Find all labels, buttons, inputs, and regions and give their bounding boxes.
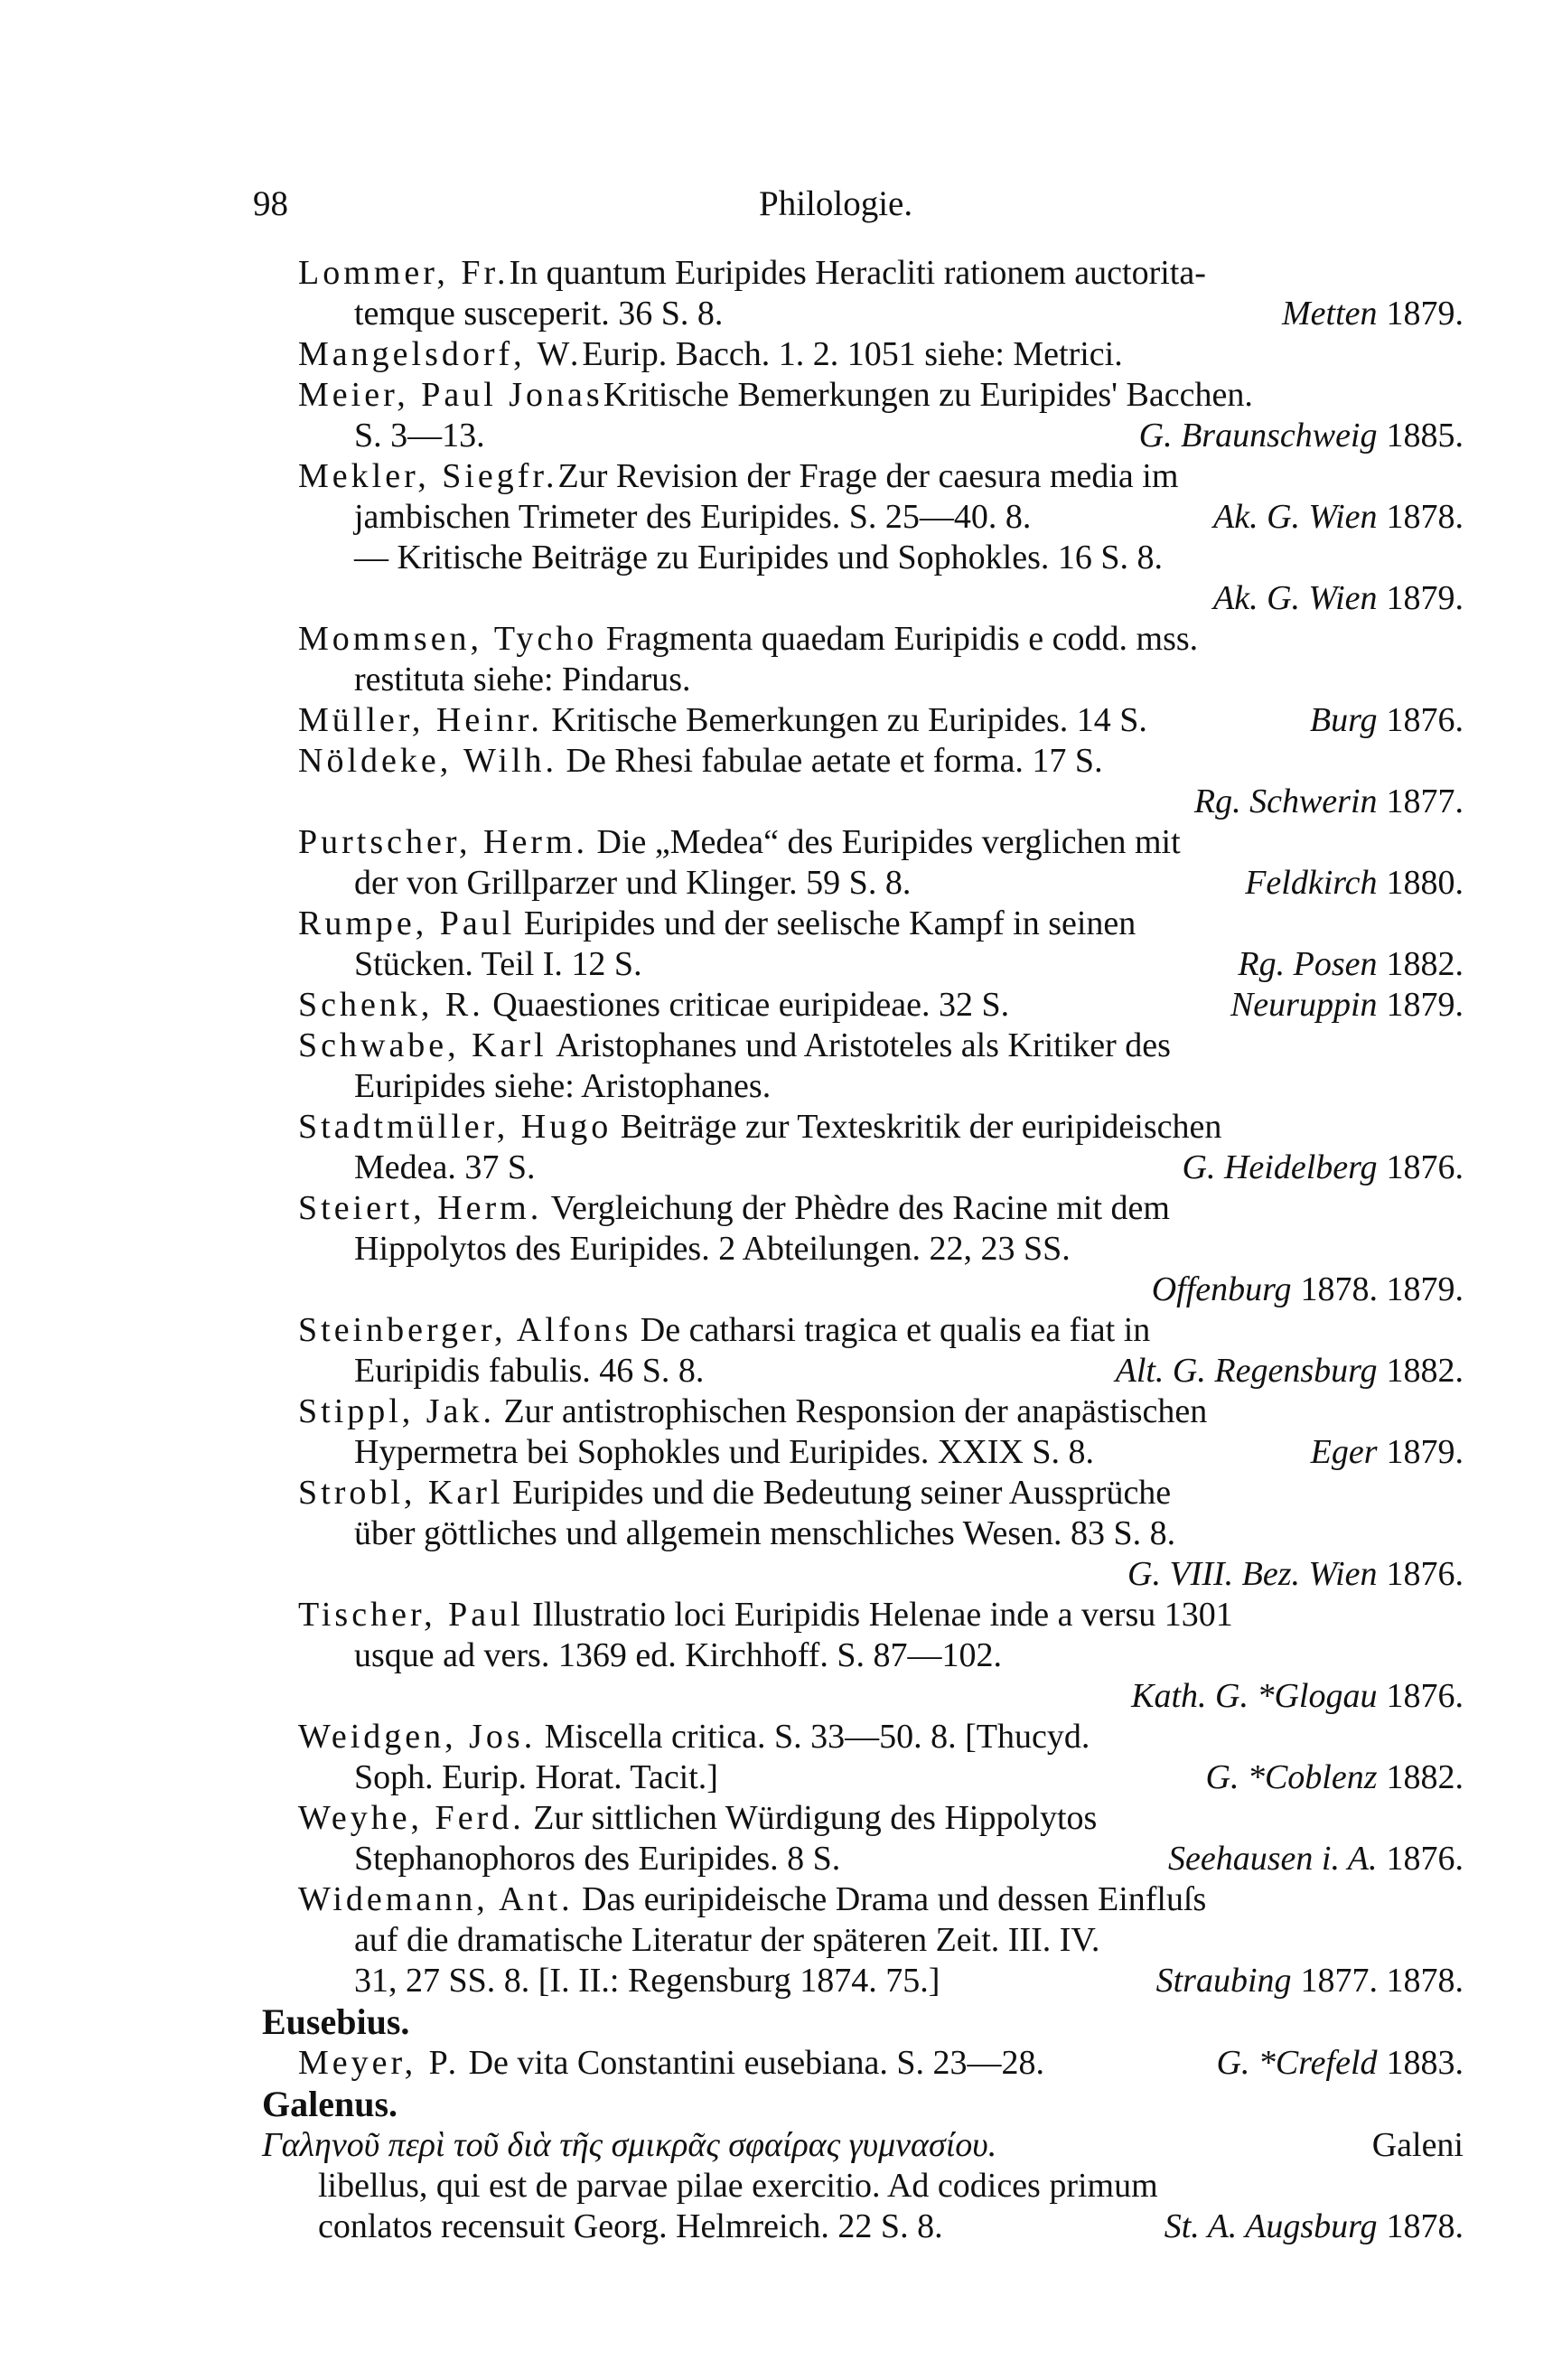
entry-place: Rg. Schwerin [1193,782,1378,820]
entry-line [298,1432,1464,1473]
entry-year: 1877. [1386,782,1464,820]
entry-place: Straubing [1155,1962,1292,2000]
entry-line [298,538,1464,578]
entry-line [262,2125,1464,2166]
entry-line [298,1635,1464,1676]
entry-line [298,578,1464,619]
bib-entry [298,375,1464,456]
entry-place: G. VIII. Bez. Wien [1127,1555,1378,1593]
bibliography-list [0,253,1562,2247]
entry-author: Steinberger, Alfons [298,1311,632,1349]
entry-line [298,334,1464,375]
entry-author: Meier, Paul Jonas [298,376,603,414]
entry-line [298,1961,1464,2001]
entry-year: 1883. [1386,2044,1464,2082]
entry-line [298,416,1464,456]
entry-line [262,2166,1464,2207]
entry-year: 1876. [1386,1555,1464,1593]
entry-line [298,1351,1464,1391]
bib-entry [298,985,1464,1026]
entry-line [298,904,1464,944]
entry-year: 1878. [1386,498,1464,536]
entry-text: restituta siehe: Pindarus. [354,661,691,698]
entry-line [298,700,1464,741]
entry-line [298,1717,1464,1757]
entry-text: Aristophanes und Aristoteles als Kritiker des [547,1026,1171,1064]
entry-line [262,2207,1464,2247]
entry-text: In quantum Euripides Heracliti rationem auctorita- [509,254,1206,292]
entry-place: Feldkirch [1245,864,1378,902]
entry-author: Weyhe, Ferd. [298,1799,525,1837]
entry-line [298,944,1464,985]
entry-text: Galeni [1371,2126,1464,2164]
bib-entry [298,1473,1464,1595]
entry-text: Zur sittlichen Würdigung des Hippolytos [524,1799,1098,1837]
entry-line [298,660,1464,700]
entry-line [298,1188,1464,1229]
entry-line [298,1310,1464,1351]
entry-text: Euripides und die Bedeutung seiner Aussprüche [503,1474,1172,1512]
bib-entry [298,1717,1464,1798]
bib-entry [298,619,1464,700]
entry-year: 1876. [1386,701,1464,739]
entry-line [298,375,1464,416]
entry-year: 1879. [1386,295,1464,333]
entry-text: Euripides siehe: Aristophanes. [354,1067,772,1105]
entry-line [298,1107,1464,1148]
entry-text: Quaestiones criticae euripideae. 32 S. [483,986,1010,1024]
entry-place: G. Heidelberg [1182,1148,1378,1186]
entry-place: Neuruppin [1230,986,1378,1024]
bib-entry [298,1798,1464,1879]
entry-author: Müller, Heinr. [298,701,543,739]
bib-entry [298,904,1464,985]
entry-text: De vita Constantini eusebiana. S. 23—28. [460,2044,1045,2082]
entry-text: auf die dramatische Literatur der späteren Zeit. III. IV. [354,1921,1100,1959]
entry-line [298,1798,1464,1839]
entry-text: Das euripideische Drama und dessen Einfluſs [573,1880,1207,1918]
entry-text: Fragmenta quaedam Euripidis e codd. mss. [597,620,1199,658]
bib-entry [298,334,1464,375]
entry-place: Metten [1281,295,1378,333]
bib-entry [298,1188,1464,1310]
bib-entry [298,1391,1464,1473]
entry-text: usque ad vers. 1369 ed. Kirchhoff. S. 87—102. [354,1636,1002,1674]
entry-year: 1882. [1386,1352,1464,1390]
entry-text: Beiträge zur Texteskritik der euripideischen [612,1108,1222,1146]
entry-author: Meyer, P. [298,2044,461,2082]
entry-place: Eger [1310,1433,1378,1471]
entry-text: libellus, qui est de parvae pilae exercitio. Ad codices primum [318,2167,1158,2205]
bib-entry [298,1310,1464,1391]
entry-text: Kritische Bemerkungen zu Euripides. 14 S. [542,701,1147,739]
entry-text: Vergleichung der Phèdre des Racine mit dem [542,1189,1170,1227]
entry-line [298,782,1464,822]
entry-text: Zur antistrophischen Responsion der anapästischen [494,1392,1208,1430]
entry-text: jambischen Trimeter des Euripides. S. 25—40. 8. [354,498,1032,536]
bib-entry [262,2125,1464,2247]
entry-year: 1878. 1879. [1300,1270,1464,1308]
entry-place: Ak. G. Wien [1212,498,1378,536]
page-number: 98 [253,184,288,223]
entry-place: Burg [1309,701,1378,739]
entry-line [298,1879,1464,1920]
entry-text: De catharsi tragica et qualis ea fiat in [631,1311,1151,1349]
entry-line [298,619,1464,660]
entry-author: Purtscher, Herm. [298,823,589,861]
entry-text: temque susceperit. 36 S. 8. [354,295,724,333]
bib-entry [298,822,1464,904]
section-heading: Eusebius. [262,2001,410,2042]
entry-line [298,1148,1464,1188]
entry-year: 1882. [1386,1758,1464,1796]
entry-text: — Kritische Beiträge zu Euripides und Sophokles. 16 S. 8. [354,539,1163,576]
entry-text: Hypermetra bei Sophokles und Euripides. XXIX S. 8. [354,1433,1094,1471]
entry-author: Mekler, Siegfr. [298,457,558,495]
bib-entry [298,538,1464,619]
entry-year: 1880. [1386,864,1464,902]
bib-entry [298,741,1464,822]
entry-text: conlatos recensuit Georg. Helmreich. 22 S. 8. [318,2207,943,2245]
entry-line [298,1554,1464,1595]
entry-line [298,1270,1464,1310]
entry-line [298,822,1464,863]
entry-place: Kath. G. *Glogau [1131,1677,1378,1715]
entry-author: Widemann, Ant. [298,1880,574,1918]
entry-text: Soph. Eurip. Horat. Tacit.] [354,1758,718,1796]
entry-year: 1879. [1386,579,1464,617]
entry-line [298,985,1464,1026]
greek-title: Γαληνοῦ περὶ τοῦ διὰ τῆς σμικρᾶς σφαίρας γυμνασίου. [262,2126,997,2164]
entry-line [298,497,1464,538]
bib-entry [298,1879,1464,2001]
entry-year: 1877. 1878. [1300,1962,1464,2000]
entry-author: Stadtmüller, Hugo [298,1108,613,1146]
entry-text: Die „Medea“ des Euripides verglichen mit [588,823,1181,861]
entry-line [298,1066,1464,1107]
entry-place: Rg. Posen [1238,945,1378,983]
entry-text: Euripides und der seelische Kampf in seinen [515,904,1136,942]
entry-text: Illustratio loci Euripidis Helenae inde a versu 1301 [523,1596,1233,1634]
entry-text: Hippolytos des Euripides. 2 Abteilungen. 22, 23 SS. [354,1230,1071,1268]
entry-text: S. 3—13. [354,417,485,454]
entry-author: Strobl, Karl [298,1474,504,1512]
entry-line [298,1473,1464,1513]
entry-text: Euripidis fabulis. 46 S. 8. [354,1352,705,1390]
entry-line [298,456,1464,497]
bib-entry [298,1026,1464,1107]
entry-author: Weidgen, Jos. [298,1718,537,1756]
page-header [253,183,1464,238]
entry-line [298,1839,1464,1879]
bib-entry [298,456,1464,538]
entry-place: Offenburg [1151,1270,1292,1308]
entry-line [298,1229,1464,1270]
entry-text: 31, 27 SS. 8. [I. II.: Regensburg 1874. 75.] [354,1962,940,2000]
entry-line [298,1920,1464,1961]
entry-year: 1882. [1386,945,1464,983]
entry-year: 1876. [1386,1840,1464,1878]
bib-entry [298,1595,1464,1717]
entry-author: Steiert, Herm. [298,1189,543,1227]
entry-text: Medea. 37 S. [354,1148,536,1186]
entry-author: Mommsen, Tycho [298,620,598,658]
entry-text: De Rhesi fabulae aetate et forma. 17 S. [557,742,1103,780]
entry-author: Tischer, Paul [298,1596,524,1634]
entry-line [298,253,1464,294]
entry-text: der von Grillparzer und Klinger. 59 S. 8. [354,864,912,902]
entry-line [298,1676,1464,1717]
entry-place: St. A. Augsburg [1164,2207,1378,2245]
entry-line [298,1391,1464,1432]
entry-text: Kritische Bemerkungen zu Euripides' Bacchen. [603,376,1253,414]
bib-entry [298,700,1464,741]
entry-place: G. Braunschweig [1138,417,1378,454]
page-title: Philologie. [759,184,913,223]
entry-author: Schwabe, Karl [298,1026,547,1064]
entry-line [298,294,1464,334]
entry-year: 1876. [1386,1677,1464,1715]
entry-year: 1879. [1386,1433,1464,1471]
entry-year: 1885. [1386,417,1464,454]
entry-place: Alt. G. Regensburg [1115,1352,1378,1390]
entry-year: 1876. [1386,1148,1464,1186]
entry-author: Mangelsdorf, W. [298,335,583,373]
entry-text: Stücken. Teil I. 12 S. [354,945,642,983]
entry-text: Stephanophoros des Euripides. 8 S. [354,1840,841,1878]
entry-author: Nöldeke, Wilh. [298,742,558,780]
entry-author: Lommer, Fr. [298,254,510,292]
entry-line [298,2043,1464,2084]
entry-place: Seehausen i. A. [1168,1840,1378,1878]
entry-place: G. *Coblenz [1205,1758,1378,1796]
entry-text: über göttliches und allgemein menschliches Wesen. 83 S. 8. [354,1514,1176,1552]
entry-line [298,741,1464,782]
entry-line [298,1026,1464,1066]
entry-author: Stippl, Jak. [298,1392,495,1430]
entry-line [298,863,1464,904]
entry-text: Miscella critica. S. 33—50. 8. [Thucyd. [536,1718,1090,1756]
entry-line [298,1513,1464,1554]
entry-line [298,1757,1464,1798]
entry-author: Schenk, R. [298,986,484,1024]
bib-entry [298,253,1464,334]
entry-place: G. *Crefeld [1216,2044,1378,2082]
entry-year: 1878. [1386,2207,1464,2245]
entry-place: Ak. G. Wien [1212,579,1378,617]
section-heading: Galenus. [262,2084,398,2124]
bib-entry [298,2043,1464,2084]
entry-text: Zur Revision der Frage der caesura media im [557,457,1179,495]
entry-text: Eurip. Bacch. 1. 2. 1051 siehe: Metrici. [582,335,1123,373]
entry-line [298,1595,1464,1635]
entry-author: Rumpe, Paul [298,904,516,942]
bib-entry [298,1107,1464,1188]
entry-year: 1879. [1386,986,1464,1024]
